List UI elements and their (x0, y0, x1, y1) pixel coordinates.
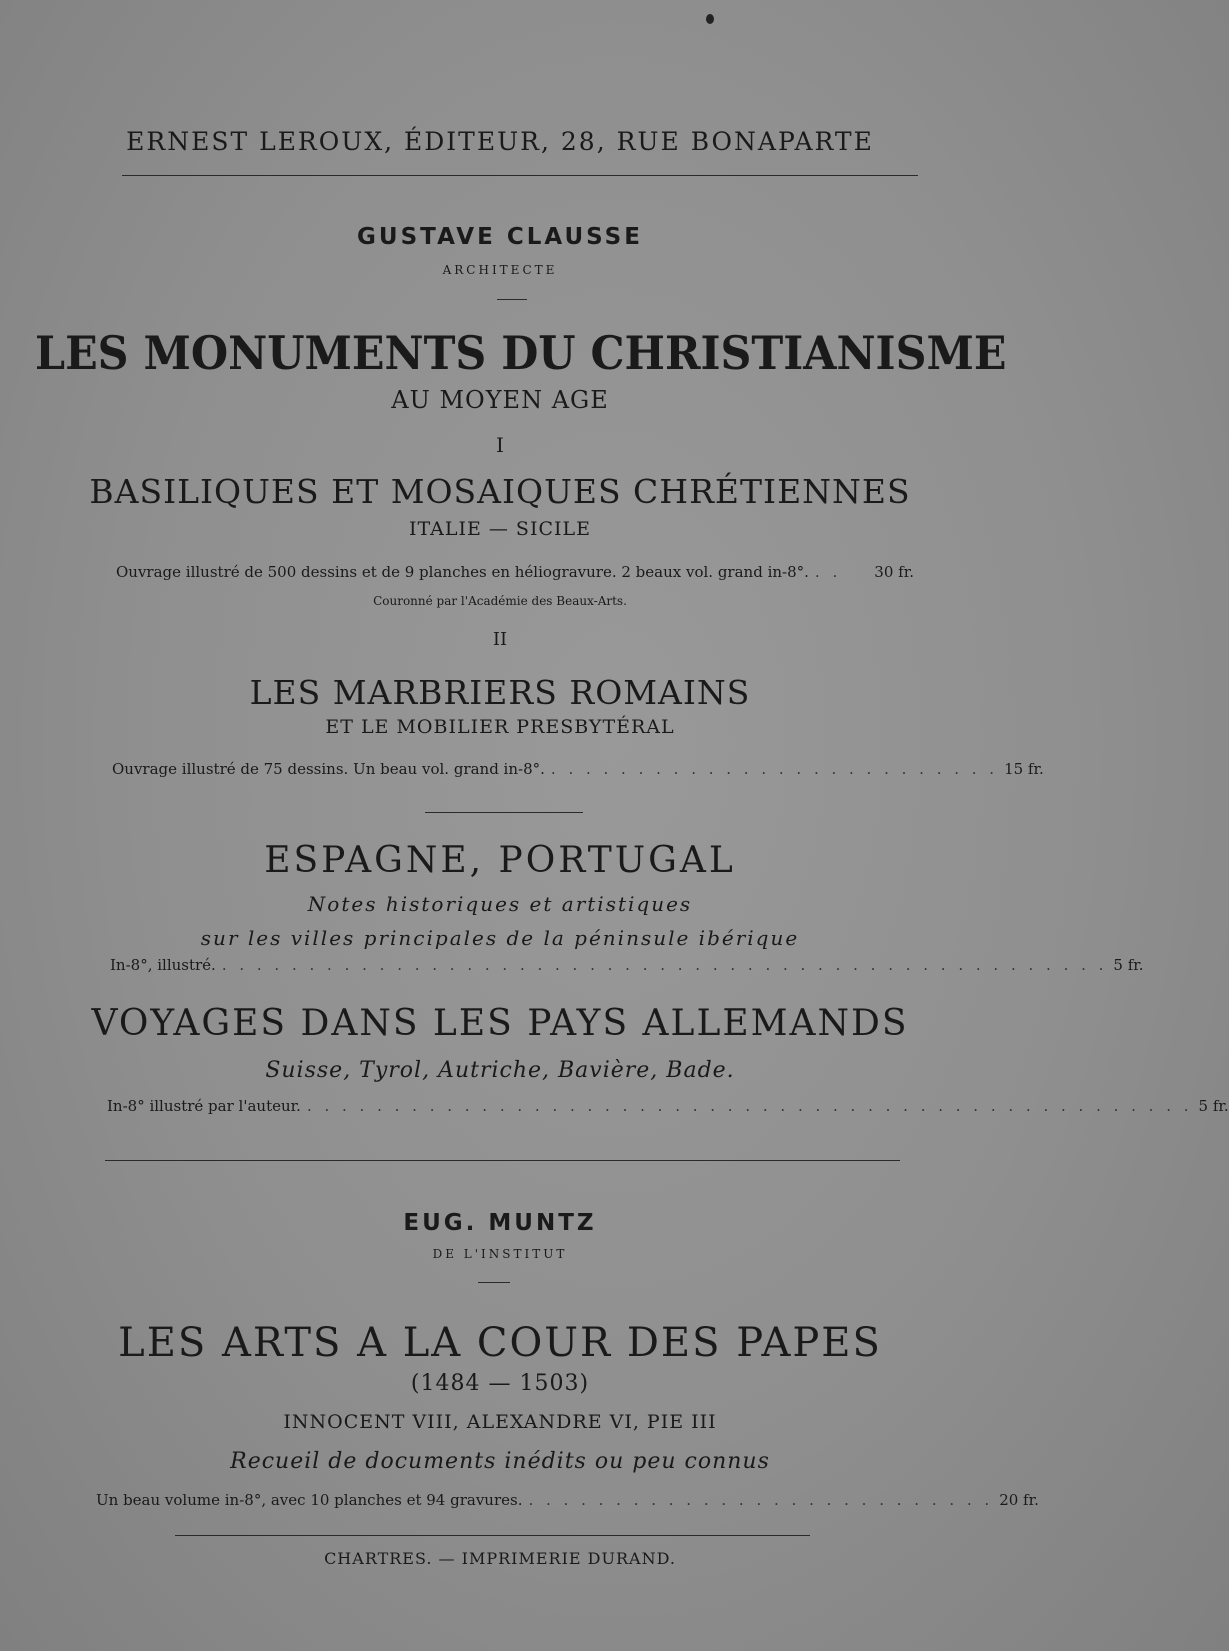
book-subtitle: sur les villes principales de la péninsule ibérique (200, 926, 800, 950)
item-price: 30 fr. (874, 563, 914, 581)
award-note: Couronné par l'Académie des Beaux-Arts. (373, 594, 627, 608)
item-description: Ouvrage illustré de 500 dessins et de 9 planches en héliogravure. 2 beaux vol. grand in-8°. (116, 563, 809, 581)
item-description: In-8° illustré par l'auteur. (107, 1097, 301, 1115)
author-name: EUG. MUNTZ (403, 1210, 597, 1236)
volume-subtitle: ET LE MOBILIER PRESBYTÉRAL (325, 716, 675, 738)
short-rule (497, 299, 527, 300)
price-line: Ouvrage illustré de 75 dessins. Un beau vol. grand in-8°. . . . . . . . . . . . . . . . . . . . . . . . . . . 15 fr. (112, 760, 1044, 778)
book-subtitle: Recueil de documents inédits ou peu connus (230, 1449, 770, 1474)
price-line: Un beau volume in-8°, avec 10 planches et 94 gravures. . . . . . . . . . . . . . . . . . . . . . . . . . . . 20 fr. (96, 1491, 1039, 1509)
item-price: 20 fr. (999, 1491, 1039, 1509)
series-title: LES MONUMENTS DU CHRISTIANISME (35, 326, 1007, 380)
short-rule (478, 1282, 510, 1283)
book-popes: INNOCENT VIII, ALEXANDRE VI, PIE III (283, 1411, 717, 1433)
book-subtitle: Notes historiques et artistiques (307, 892, 693, 916)
volume-numeral: I (496, 433, 504, 457)
section-divider (105, 1160, 900, 1161)
book-title: LES ARTS A LA COUR DES PAPES (118, 1320, 882, 1366)
printer-footer: CHARTRES. — IMPRIMERIE DURAND. (324, 1549, 676, 1568)
author-role: DE L'INSTITUT (432, 1247, 568, 1261)
item-description: Ouvrage illustré de 75 dessins. Un beau vol. grand in-8°. (112, 760, 545, 778)
book-subtitle: Suisse, Tyrol, Autriche, Bavière, Bade. (265, 1058, 735, 1083)
volume-title: LES MARBRIERS ROMAINS (249, 673, 751, 712)
price-line: In-8° illustré par l'auteur. . . . . . . . . . . . . . . . . . . . . . . . . . . . . . . . . . . . . . . . . . . . . . . . . . . . 5 fr. (107, 1097, 1229, 1115)
item-price: 5 fr. (1113, 956, 1144, 974)
item-price: 5 fr. (1198, 1097, 1229, 1115)
volume-subtitle: ITALIE — SICILE (409, 518, 591, 540)
item-description: In-8°, illustré. (110, 956, 216, 974)
volume-title: BASILIQUES ET MOSAIQUES CHRÉTIENNES (89, 472, 911, 511)
item-price: 15 fr. (1004, 760, 1044, 778)
footer-rule (175, 1535, 810, 1536)
author-name: GUSTAVE CLAUSSE (357, 224, 643, 250)
header-rule (122, 175, 918, 176)
ink-spot (706, 14, 714, 24)
author-role: ARCHITECTE (442, 263, 558, 277)
book-dates: (1484 — 1503) (410, 1371, 590, 1396)
series-subtitle: AU MOYEN AGE (391, 386, 609, 414)
price-line: In-8°, illustré. . . . . . . . . . . . . . . . . . . . . . . . . . . . . . . . . . . . . . . . . . . . . . . . . . . . 5 fr. (110, 956, 1144, 974)
item-description: Un beau volume in-8°, avec 10 planches et 94 gravures. (96, 1491, 523, 1509)
price-line: Ouvrage illustré de 500 dessins et de 9 planches en héliogravure. 2 beaux vol. grand in-8°. . . 30 fr. (116, 563, 914, 581)
publisher-header: ERNEST LEROUX, ÉDITEUR, 28, RUE BONAPARTE (126, 127, 874, 156)
book-title: VOYAGES DANS LES PAYS ALLEMANDS (91, 1003, 909, 1044)
section-rule (425, 812, 583, 813)
book-title: ESPAGNE, PORTUGAL (264, 840, 736, 881)
volume-numeral: II (492, 629, 508, 650)
